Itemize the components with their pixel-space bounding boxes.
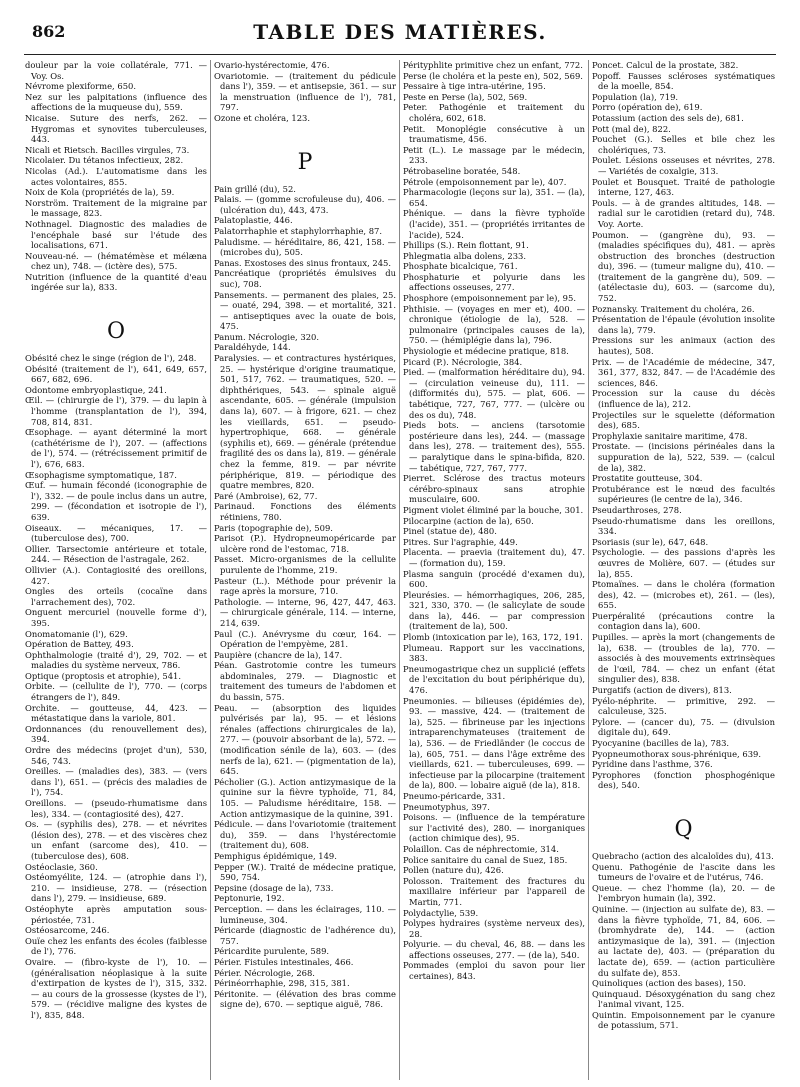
index-entry: Purgatifs (action de divers), 813. (592, 685, 732, 696)
index-entry: Obésité chez le singe (région de l'), 248. (25, 353, 197, 364)
index-entry: Pharmacologie (leçons sur la), 351. — (la), 654. (403, 187, 585, 208)
index-entry: Œil. — (chirurgie de l'), 379. — du lapin à l'homme (transplantation de l'), 394, 708, 814, 831. (25, 395, 207, 427)
index-entry: Nicolas (Ad.). L'automatisme dans les actes volontaires, 855. (25, 165, 207, 187)
index-entry: Ptomaïnes. — dans le choléra (formation des), 42. — (microbes et), 261. — (les), 655. (592, 579, 775, 611)
index-entry: Pédicule. — dans l'ovariotomie (traitement du), 359. — dans l'hystérectomie (traitement du), 608. (214, 819, 396, 851)
index-entry: Nouveau-né. — (hématémèse et mélæna chez un), 748. — (ictère des), 575. (25, 250, 207, 272)
index-entry: Phénique. — dans la fièvre typhoïde (l'acide), 351. — (propriétés irritantes de l'acide), 524. (403, 208, 585, 240)
index-entry: Pitres. Sur l'agraphie, 449. (403, 536, 518, 547)
index-entry: Quebracho (action des alcaloïdes du), 413. (592, 850, 774, 861)
index-entry: Pyridine dans l'asthme, 376. (592, 759, 713, 770)
index-entry: Pinel (statue de), 480. (403, 526, 497, 537)
index-entry: Ovario-hystérectomie, 476. (214, 60, 330, 70)
index-entry: Optique (proptosis et atrophie), 541. (25, 670, 182, 681)
index-entry: Ostéosarcome, 246. (25, 925, 110, 936)
index-entry: Phosphate bicalcique, 761. (403, 261, 518, 272)
index-entry: Queue. — chez l'homme (la), 20. — de l'embryon humain (la), 392. (592, 882, 775, 904)
index-entry: Potassium (action des sels de), 681. (592, 112, 744, 123)
section-letter: P (297, 149, 313, 175)
index-entry: Péan. Gastrotomie contre les tumeurs abdominales, 279. — Diagnostic et traitement des tumeurs de l'abdomen et du bassin, 575. (214, 660, 396, 703)
index-entry: Présentation de l'épaule (évolution insolite dans la), 779. (592, 314, 775, 335)
index-entry: Nicali et Rietsch. Bacilles virgules, 73. (25, 144, 190, 155)
index-entry: Protubérance est le nœud des facultés supérieures (le centre de la), 346. (592, 483, 775, 505)
index-entry: Pathologie. — interne, 96, 427, 447, 463. — chirurgicale générale, 114. — interne, 214, 639. (214, 596, 396, 628)
index-entry: Polydactylie, 539. (403, 907, 479, 918)
index-entry: Phthisie. — (voyages en mer et), 400. — chronique (étiologie de la), 528. — pulmonaire (principales causes de la), 750. — (hémiplégie dans la), 796. (403, 303, 585, 346)
index-entry: Ostéophyte après amputation sous-périostée, 731. (25, 903, 207, 925)
index-entry: Obésité (traitement de l'), 641, 649, 657, 667, 682, 696. (25, 363, 207, 385)
index-entry: Pécholier (G.). Action antizymasique de la quinine sur la fièvre typhoïde, 71, 84, 105. — Paludisme héréditaire, 158. — Action antizymasique de la quinine, 391. (214, 776, 396, 819)
index-entry: Pétrobaseline boratée, 548. (403, 165, 521, 176)
index-entry: Peau. — (absorption des liquides pulvérisés par la), 95. — et lésions rénales (affections chirurgicales de la), 277. — (pouvoir absorbant de la), 572. — (modification sénile de la), 603. — (des nerfs de la), 621. — (pigmentation de la), 645. (214, 702, 396, 777)
index-entry: Paupière (chancre de la), 147. (214, 649, 343, 660)
index-entry: Quinquaud. Désoxygénation du sang chez l'animal vivant, 125. (592, 988, 775, 1010)
index-entry: Péricarde (diagnostic de l'adhérence du), 757. (214, 925, 396, 946)
index-entry: Œuf. — humain fécondé (iconographie de l'), 332. — de poule inclus dans un autre, 299. — (fécondation et isotropie de l'), 639. (25, 480, 207, 522)
index-entry: Perse (le choléra et la peste en), 502, 569. (403, 70, 583, 81)
index-entry: Poisons. — (influence de la température sur l'activité des), 280. — inorganiques (action chimique des), 95. (403, 812, 585, 844)
index-entry: Peter. Pathogénie et traitement du choléra, 602, 618. (403, 102, 585, 123)
index-entry: Prostatite goutteuse, 304. (592, 473, 703, 484)
index-entry: Pepsine (dosage de la), 733. (214, 882, 334, 893)
index-entry: Physiologie et médecine pratique, 818. (403, 346, 569, 357)
index-entry: Oreillons. — (pseudo-rhumatisme dans les), 334. — (contagiosité des), 427. (25, 798, 207, 819)
index-entry: Ordonnances (du renouvellement des), 394. (25, 723, 207, 745)
index-entry: Placenta. — praevia (traitement du), 47. — (formation du), 159. (403, 547, 585, 568)
index-entry: Plomb (intoxication par le), 163, 172, 191. (403, 632, 583, 643)
index-entry: Pneumo-péricarde, 331. (403, 790, 506, 801)
index-entry: Pierret. Sclérose des tractus moteurs cérébro-spinaux sans atrophie musculaire, 600. (403, 473, 585, 505)
index-entry: Périer. Fistules intestinales, 466. (214, 956, 354, 967)
index-entry: Parisot (P.). Hydropneumopéricarde par ulcère rond de l'estomac, 718. (214, 533, 396, 554)
index-entry: Ovariotomie. — (traitement du pédicule dans l'), 359. — et antisepsie, 361. — sur la menstruation (influence de l'), 781, 797. (214, 70, 396, 113)
index-entry: Passet. Micro-organismes de la cellulite purulente de l'homme, 219. (214, 554, 396, 575)
index-entry: Polaillon. Cas de néphrectomie, 314. (403, 843, 559, 854)
index-entry: Police sanitaire du canal de Suez, 185. (403, 854, 568, 865)
index-entry: Noix de Kola (propriétés de la), 59. (25, 187, 175, 198)
index-entry: Poncet. Calcul de la prostate, 382. (592, 60, 739, 70)
index-entry: Pommades (emploi du savon pour lier certaines), 843. (403, 960, 585, 982)
index-entry: Pessaire à tige intra-utérine, 195. (403, 81, 546, 92)
index-entry: Pieds bots. — anciens (tarsotomie postérieure dans les), 244. — (massage dans les), 278. — traitement des), 555. — paralytique dans le spina-bifida, 820. — tabétique, 727, 767, 777. (403, 420, 585, 473)
index-entry: Opération de Battey, 493. (25, 639, 134, 650)
index-entry: Picard (P.). Nécrologie, 384. (403, 356, 523, 367)
index-entry: Porro (opération de), 619. (592, 102, 703, 113)
index-entry: Pilocarpine (action de la), 650. (403, 515, 534, 526)
index-entry: Palatoplastie, 446. (214, 215, 293, 226)
index-entry: Pleurésies. — hémorrhagiques, 206, 285, 321, 330, 370. — (le salicylate de soude dans la), 446. — par compression (traitement de la), 500. (403, 589, 585, 632)
index-entry: Ollier. Tarsectomie antérieure et totale, 244. — Résection de l'astragale, 262. (25, 543, 207, 565)
index-entry: Pneumonies. — bilieuses (épidémies de), 93. — massive, 424. — (traitement de la), 525. — fibrineuse par les injections intraparenchymateuses (traitement de la), 536. — de Friedländer (le coccus de la), 605, 751. — dans l'âge extrême des vieillards, 621. — tuberculeuses, 699. — infectieuse par la pilocarpine (traitement de la), 800. — lobaire aiguë (de la), 818. (403, 695, 585, 791)
index-entry: Pott (mal de), 822. (592, 123, 671, 134)
index-entry: Nicolaier. Du tétanos infectieux, 282. (25, 155, 184, 166)
index-entry: Onomatomanie (l'), 629. (25, 628, 128, 639)
index-entry: Paludisme. — héréditaire, 86, 421, 158. — (microbes du), 505. (214, 236, 396, 258)
index-entry: douleur par la voie collatérale, 771. — Voy. Os. (25, 60, 207, 81)
index-entry: Pneumotyphus, 397. (403, 801, 490, 812)
index-entry: Oreilles. — (maladies des), 383. — (vers dans l'), 651. — (précis des maladies de l'), 754. (25, 766, 207, 798)
index-entry: Névrome plexiforme, 650. (25, 81, 137, 92)
index-entry: Phosphaturie et polyurie dans les affections osseuses, 277. (403, 271, 585, 293)
index-entry: Plasma sanguin (procédé d'examen du), 600. (403, 568, 585, 590)
running-title: TABLE DES MATIÈRES. (253, 20, 547, 44)
index-entry: Procession sur la cause du décès (influence de la), 212. (592, 388, 775, 409)
index-entry: Peptonurie, 192. (214, 893, 285, 904)
index-entry: Pemphigus épidémique, 149. (214, 850, 337, 861)
index-entry: Poulet. Lésions osseuses et névrites, 278. — Variétés de coxalgie, 313. (592, 155, 775, 176)
index-entry: Quenu. Pathogénie de l'ascite dans les tumeurs de l'ovaire et de l'utérus, 746. (592, 861, 775, 883)
index-entry: Odontome embryoplastique, 241. (25, 384, 167, 395)
index-column (211, 60, 400, 1080)
index-entry: Palatorrhaphie et staphylorrhaphie, 87. (214, 225, 383, 236)
index-entry: Pasteur (L.). Méthode pour prévenir la rage après la morsure, 710. (214, 575, 396, 597)
index-entry: Perception. — dans les éclairages, 110. — lumineuse, 304. (214, 903, 396, 925)
index-entry: Nothnagel. Diagnostic des maladies de l'encéphale basé sur l'étude des localisations, 671. (25, 218, 207, 251)
index-entry: Pancréatique (propriétés émulsives du suc), 708. (214, 268, 396, 289)
index-entry: Prix. — de l'Académie de médecine, 347, 361, 377, 832, 847. — de l'Académie des sciences, 846. (592, 356, 775, 388)
index-entry: Paul (C.). Anévrysme du cœur, 164. — Opération de l'empyème, 281. (214, 628, 396, 650)
index-entry: Nicaise. Suture des nerfs, 262. — Hygromas et synovites tuberculeuses, 443. (25, 112, 207, 145)
index-entry: Norström. Traitement de la migraine par le massage, 823. (25, 197, 207, 219)
index-entry: Panas. Exostoses des sinus frontaux, 245. (214, 257, 392, 268)
index-entry: Paralysies. — et contractures hystériques, 25. — hystérique d'origine traumatique, 501, 517, 762. — traumatiques, 520. — diphthériques, 543. — spinale aiguë ascendante, 605. — générale (impulsion dans la), 607. — à frigore, 621. — chez les vieillards, 651. — pseudo-hypertrophique, 668. — générale (syphilis et), 669. — générale (prétendue fragilité des os dans la), 819. — générale chez la femme, 819. — par névrite périphérique, 819. — périodique des quatre membres, 820. (214, 353, 396, 491)
index-entry: Ordre des médecins (projet d'un), 530, 546, 743. (25, 745, 207, 766)
index-entry: Quintin. Empoisonnement par le cyanure de potassium, 571. (592, 1009, 775, 1031)
index-entry: Petit (L.). Le massage par le médecin, 233. (403, 144, 585, 166)
index-entry: Poumon. — (gangrène du), 93. — (maladies spécifiques du), 481. — après obstruction des bronches (destruction du), 396. — (tumeur maligne du), 410. — (traitement de la gangrène du), 509. — (atélectasie du), 603. — (sarcome du), 752. (592, 229, 775, 304)
index-entry: Psychologie. — des passions d'après les œuvres de Molière, 607. — (études sur la), 855. (592, 547, 775, 579)
index-entry: Pyocyanine (bacilles de la), 783. (592, 738, 730, 748)
index-entry: Poznansky. Traitement du choléra, 26. (592, 303, 755, 314)
index-entry: Palais. — (gomme scrofuleuse du), 406. — (ulcération du), 443, 473. (214, 194, 396, 215)
index-entry: Parinaud. Fonctions des éléments rétiniens, 780. (214, 501, 396, 522)
index-entry: Prostate. — (incisions périnéales dans la suppuration de la), 522, 539. — (calcul de la), 382. (592, 441, 775, 473)
index-entry: Pyélo-néphrite. — primitive, 292. — calculeuse, 325. (592, 695, 775, 717)
index-entry: Ostéoclasie, 360. (25, 861, 98, 872)
index-entry: Polyurie. — du cheval, 46, 88. — dans les affections osseuses, 277. — (de la), 540. (403, 939, 585, 960)
index-entry: Orchite. — goutteuse, 44, 423. — métastatique dans la variole, 801. (25, 702, 207, 724)
index-entry: Pyopneumothorax sous-phrénique, 639. (592, 748, 762, 759)
index-column (22, 60, 211, 1080)
index-entry: Pollen (nature du), 426. (403, 865, 504, 876)
index-column (400, 60, 589, 1080)
index-columns (22, 60, 778, 1080)
index-entry: Pétrole (empoisonnement par le), 407. (403, 176, 567, 187)
index-entry: Ollivier (A.). Contagiosité des oreillons, 427. (25, 564, 207, 586)
index-entry: Ongles des orteils (cocaïne dans l'arrachement des), 702. (25, 586, 207, 607)
section-letter: O (106, 319, 126, 345)
index-entry: Pseudo-rhumatisme dans les oreillons, 334. (592, 515, 775, 537)
index-entry: Nutrition (influence de la quantité d'eau ingérée sur la), 833. (25, 271, 207, 293)
index-entry: Pressions sur les animaux (action des hautes), 508. (592, 335, 775, 357)
header-rule (24, 54, 776, 55)
index-entry: Pyrophores (fonction phosphogénique des), 540. (592, 769, 775, 791)
index-entry: Paraldéhyde, 144. (214, 342, 291, 353)
index-entry: Phosphore (empoisonnement par le), 95. (403, 293, 577, 304)
index-entry: Popoff. Fausses scléroses systématiques de la moelle, 854. (592, 70, 775, 92)
index-entry: Psoriasis (sur le), 647, 648. (592, 536, 709, 547)
index-entry: Pylore. — (cancer du), 75. — (divulsion digitale du), 649. (592, 716, 775, 738)
index-entry: Ouïe chez les enfants des écoles (faiblesse de l'), 776. (25, 935, 207, 957)
index-entry: Plumeau. Rapport sur les vaccinations, 383. (403, 642, 585, 664)
index-entry: Pupilles. — après la mort (changements de la), 638. — (troubles de la), 770. — associés à des mouvements extrinsèques de l'œil, 784. — chez un enfant (état singulier des), 838. (592, 632, 775, 685)
index-entry: Pepper (W.). Traité de médecine pratique, 590, 754. (214, 861, 396, 883)
index-entry: Pneumogastrique chez un supplicié (effets de l'excitation du bout périphérique du), 476. (403, 663, 585, 696)
index-entry: Panum. Nécrologie, 320. (214, 331, 320, 342)
index-entry: Oiseaux. — mécaniques, 17. — (tuberculose des), 700. (25, 522, 207, 544)
index-entry: Péricardite purulente, 589. (214, 946, 330, 957)
index-entry: Os. — (syphilis des), 278. — et névrites (lésion des), 278. — et des viscères chez un enfant (sarcome des), 410. — (tuberculose des), 608. (25, 819, 207, 861)
index-entry: Ostéomyélite, 124. — (atrophie dans l'), 210. — insidieuse, 278. — (résection dans l'), 279. — insidieuse, 689. (25, 872, 207, 904)
index-entry: Pansements. — permanent des plaies, 25. — ouaté, 294, 398. — et mortalité, 321. — antiseptiques avec la ouate de bois, 475. (214, 289, 396, 332)
index-entry: Projectiles sur le squelette (déformation des), 685. (592, 409, 775, 431)
index-entry: Quinoliques (action des bases), 150. (592, 978, 746, 989)
index-entry: Pérityphlite primitive chez un enfant, 772. (403, 60, 583, 70)
index-entry: Polypes hydraires (système nerveux des), 28. (403, 918, 585, 939)
index-entry: Œsophagisme symptomatique, 187. (25, 469, 177, 480)
index-entry: Polosson. Traitement des fractures du maxillaire inférieur par l'appareil de Martin, 771. (403, 875, 585, 907)
index-entry: Ozone et choléra, 123. (214, 112, 311, 123)
index-entry: Prophylaxie sanitaire maritime, 478. (592, 430, 748, 441)
index-entry: Onguent mercuriel (nouvelle forme d'), 395. (25, 607, 207, 628)
index-entry: Population (la), 719. (592, 91, 679, 102)
index-column (589, 60, 778, 1080)
index-entry: Ophthalmologie (traité d'), 29, 702. — et maladies du système nerveux, 786. (25, 649, 207, 671)
index-entry: Paris (topographie de), 509. (214, 522, 333, 533)
page-number: 862 (32, 22, 66, 41)
index-entry: Pain grillé (du), 52. (214, 183, 296, 194)
index-entry: Pied. — (malformation héréditaire du), 94. — (circulation veineuse du), 111. — (difformités du), 575. — plat, 606. — tabétique, 727, 767, 777. — (ulcère ou des os du), 748. (403, 367, 585, 420)
index-entry: Petit. Monoplégie consécutive à un traumatisme, 456. (403, 123, 585, 145)
index-entry: Ovaire. — (fibro-kyste de l'), 10. — (généralisation néoplasique à la suite d'extirpation de kystes de l'), 315, 332. — au cours de la grossesse (kystes de l'), 579. — (récidive maligne des kystes de l'), 835, 848. (25, 956, 207, 1020)
index-entry: Pouchet (G.). Selles et bile chez les cholériques, 73. (592, 134, 775, 155)
index-entry: Œsophage. — ayant déterminé la mort (cathétérisme de l'), 207. — (affections de l'), 574. — (rétrécissement primitif de l'), 676, 683. (25, 427, 207, 469)
index-entry: Paré (Ambroise), 62, 77. (214, 490, 318, 501)
index-entry: Périer. Nécrologie, 268. (214, 967, 315, 978)
index-entry: Peste en Perse (la), 502, 569. (403, 91, 528, 102)
index-entry: Pseudarthroses, 278. (592, 504, 682, 515)
index-entry: Poulet et Bousquet. Traité de pathologie interne, 127, 463. (592, 176, 775, 198)
index-entry: Péritonite. — (élévation des bras comme signe de), 670. — septique aiguë, 786. (214, 988, 396, 1010)
index-entry: Puerpéralité (précautions contre la contagion dans la), 600. (592, 610, 775, 632)
index-entry: Pigment violet éliminé par la bouche, 301. (403, 504, 584, 515)
index-entry: Orbite. — (cellulite de l'), 770. — (corps étrangers de l'), 849. (25, 681, 207, 703)
index-entry: Phillips (S.). Rein flottant, 91. (403, 240, 529, 251)
index-entry: Pouls. — à de grandes altitudes, 148. — radial sur le carotidien (retard du), 748. Voy. Aorte. (592, 197, 775, 229)
index-entry: Périnéorrhaphie, 298, 315, 381. (214, 978, 350, 989)
index-entry: Quinine. — (injection au sulfate de), 83. — dans la fièvre typhoïde, 71, 84, 606. — (bromhydrate de), 144. — (action antizymasique de la), 391. — (injection au lactate de), 403. — (préparation du lactate de), 659. — (action particulière du sulfate de), 853. (592, 903, 775, 978)
index-entry: Nez sur les palpitations (influence des affections de la muqueuse du), 559. (25, 91, 207, 113)
index-entry: Phlegmatia alba dolens, 233. (403, 250, 527, 261)
section-letter: Q (674, 816, 693, 842)
